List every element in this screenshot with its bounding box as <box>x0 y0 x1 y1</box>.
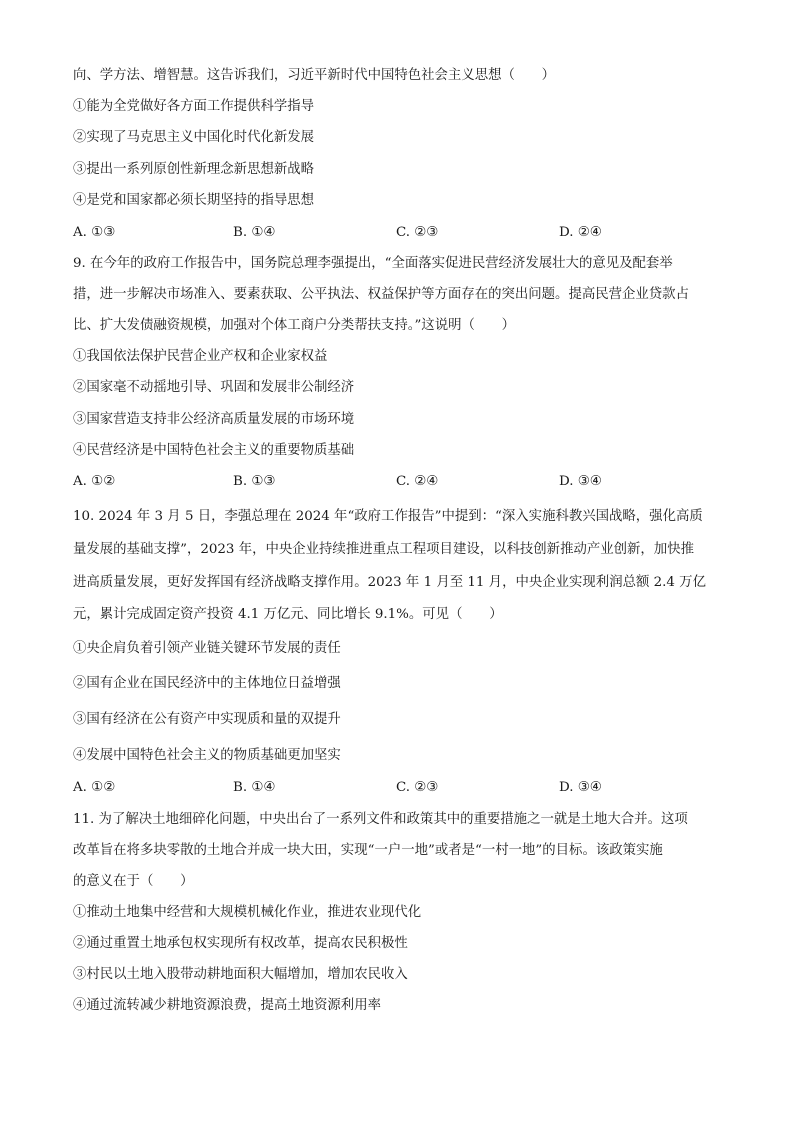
q10-option-a: A. ①② <box>73 780 116 795</box>
q10-item-3: ③国有经济在公有资产中实现质和量的双提升 <box>73 712 341 727</box>
q8-item-3: ③提出一系列原创性新理念新思想新战略 <box>73 162 315 177</box>
q9-stem-line-1: 9. 在今年的政府工作报告中，国务院总理李强提出，“全面落实促进民营经济发展壮大的意见及配套举 <box>73 256 673 271</box>
q8-option-c: C. ②③ <box>396 225 439 240</box>
q10-stem-line-2: 量发展的基础支撑”，2023 年，中央企业持续推进重点工程项目建设，以科技创新推动产业创新，加快推 <box>73 542 694 557</box>
q9-item-1: ①我国依法保护民营企业产权和企业家权益 <box>73 349 328 364</box>
q10-item-1: ①央企肩负着引领产业链关键环节发展的责任 <box>73 641 341 656</box>
q11-stem-line-2: 改革旨在将多块零散的土地合并成一块大田，实现“一户一地”或者是“一村一地”的目标。该政策实施 <box>73 843 663 858</box>
q8-item-4: ④是党和国家都必须长期坚持的指导思想 <box>73 193 315 208</box>
q9-stem-line-3: 比、扩大发债融资规模，加强对个体工商户分类帮扶支持。”这说明（ ） <box>73 318 516 333</box>
q11-item-3: ③村民以土地入股带动耕地面积大幅增加，增加农民收入 <box>73 967 408 982</box>
q11-stem-line-3: 的意义在于（ ） <box>73 874 194 889</box>
q9-item-2: ②国家毫不动摇地引导、巩固和发展非公制经济 <box>73 380 355 395</box>
q9-option-d: D. ③④ <box>559 474 602 489</box>
q11-item-4: ④通过流转减少耕地资源浪费，提高土地资源利用率 <box>73 998 381 1013</box>
q10-option-d: D. ③④ <box>559 780 602 795</box>
q11-stem-line-1: 11. 为了解决土地细碎化问题，中央出台了一系列文件和政策其中的重要措施之一就是土地大合并。这项 <box>73 812 688 827</box>
q8-item-2: ②实现了马克思主义中国化时代化新发展 <box>73 130 315 145</box>
q9-options <box>73 472 733 492</box>
q10-options <box>73 778 733 798</box>
q10-option-b: B. ①④ <box>233 780 276 795</box>
q10-option-c: C. ②③ <box>396 780 439 795</box>
q8-stem-tail: 向、学方法、增智慧。这告诉我们，习近平新时代中国特色社会主义思想（ ） <box>73 68 556 83</box>
q8-option-a: A. ①③ <box>73 225 116 240</box>
q9-option-a: A. ①② <box>73 474 116 489</box>
q9-option-b: B. ①③ <box>233 474 276 489</box>
q11-item-1: ①推动土地集中经营和大规模机械化作业，推进农业现代化 <box>73 905 422 920</box>
q9-item-3: ③国家营造支持非公经济高质量发展的市场环境 <box>73 412 355 427</box>
q10-item-2: ②国有企业在国民经济中的主体地位日益增强 <box>73 676 341 691</box>
q10-stem-line-3: 进高质量发展，更好发挥国有经济战略支撑作用。2023 年 1 月至 11 月，中央企业实现利润总额 2.4 万亿 <box>73 575 706 590</box>
q8-option-d: D. ②④ <box>559 225 602 240</box>
q8-option-b: B. ①④ <box>233 225 276 240</box>
q10-stem-line-4: 元，累计完成固定资产投资 4.1 万亿元、同比增长 9.1%。可见（ ） <box>73 607 503 622</box>
q8-item-1: ①能为全党做好各方面工作提供科学指导 <box>73 99 315 114</box>
q8-options <box>73 223 733 243</box>
q10-item-4: ④发展中国特色社会主义的物质基础更加坚实 <box>73 748 341 763</box>
q9-item-4: ④民营经济是中国特色社会主义的重要物质基础 <box>73 443 355 458</box>
q11-item-2: ②通过重置土地承包权实现所有权改革，提高农民积极性 <box>73 936 408 951</box>
q9-stem-line-2: 措，进一步解决市场准入、要素获取、公平执法、权益保护等方面存在的突出问题。提高民营企业贷款占 <box>73 287 689 302</box>
q10-stem-line-1: 10. 2024 年 3 月 5 日，李强总理在 2024 年“政府工作报告”中提到：“深入实施科教兴国战略，强化高质 <box>73 509 703 524</box>
q9-option-c: C. ②④ <box>396 474 439 489</box>
